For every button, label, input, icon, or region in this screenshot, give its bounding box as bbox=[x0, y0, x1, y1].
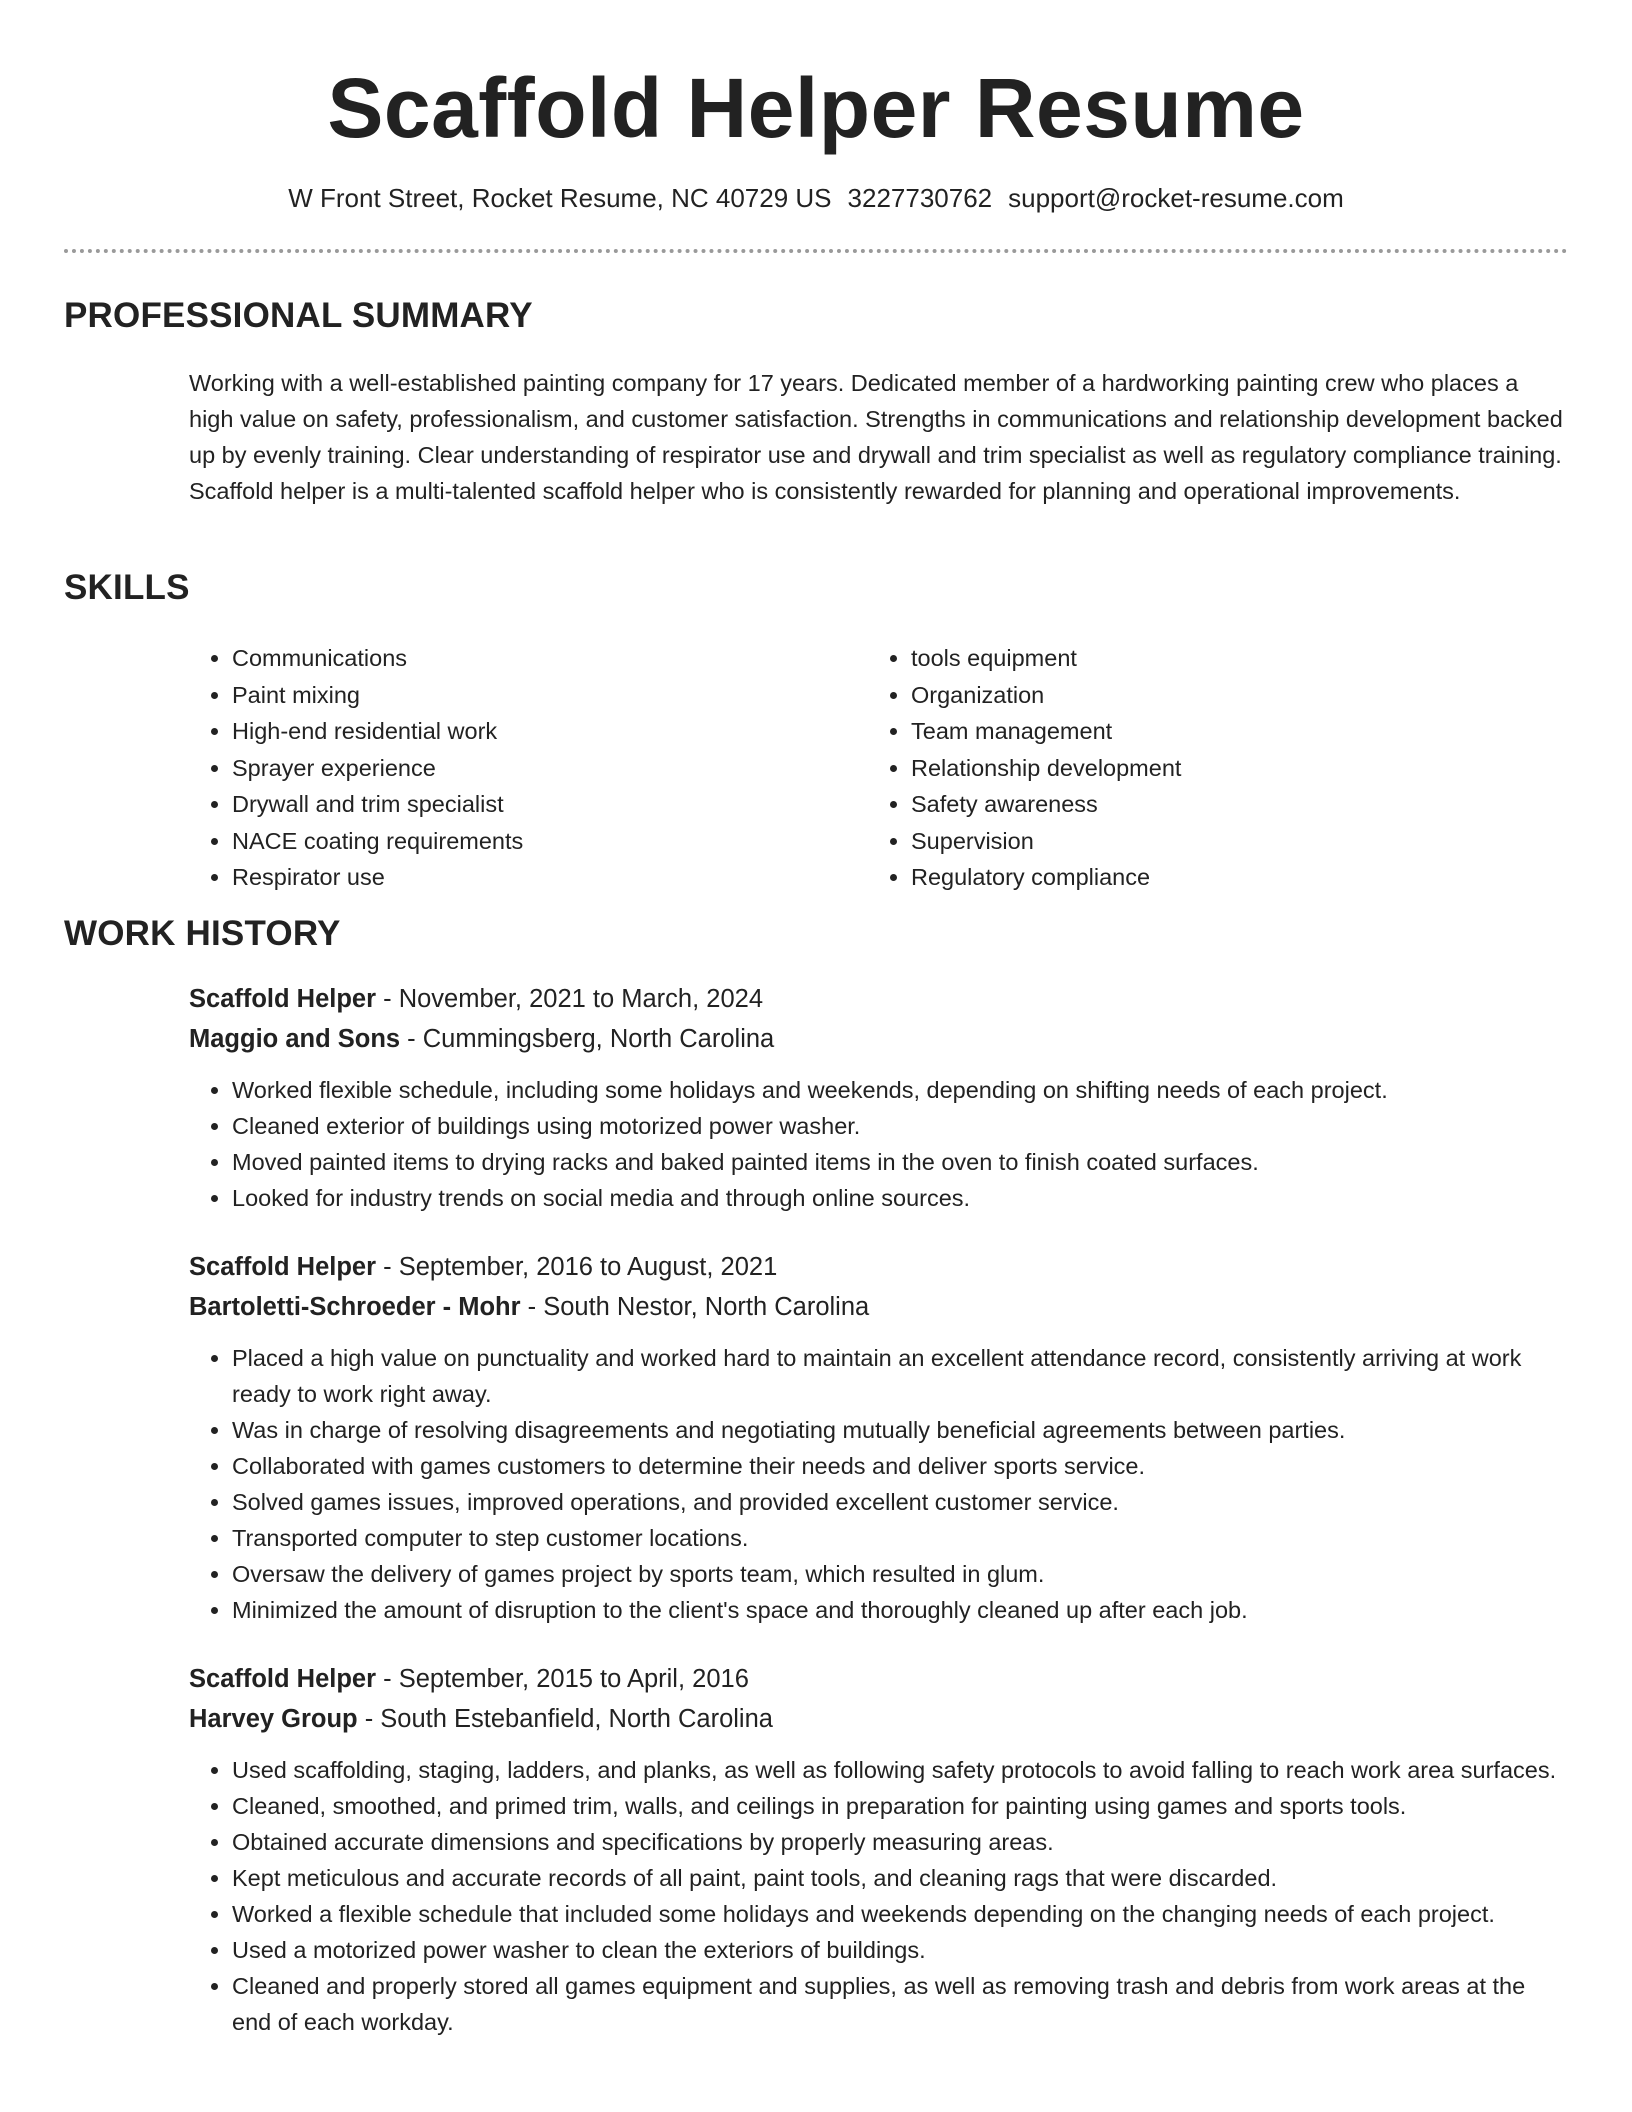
job-title: Scaffold Helper bbox=[189, 985, 377, 1013]
duty-item: • Worked flexible schedule, including some holidays and weekends, depending on shifting needs of each project. bbox=[232, 1072, 1569, 1108]
contact-email: support@rocket-resume.com bbox=[1008, 183, 1344, 213]
skill-item: • Communications bbox=[232, 640, 523, 677]
duty-item: • Oversaw the delivery of games project by sports team, which resulted in glum. bbox=[232, 1556, 1569, 1592]
contact-line bbox=[0, 180, 1632, 216]
job-title: Scaffold Helper bbox=[189, 1665, 377, 1693]
job-company: Maggio and Sons bbox=[189, 1025, 401, 1053]
job-title: Scaffold Helper bbox=[189, 1253, 377, 1281]
duty-item: • Looked for industry trends on social media and through online sources. bbox=[232, 1180, 1569, 1216]
duty-item: • Cleaned, smoothed, and primed trim, walls, and ceilings in preparation for painting using games and sports tools. bbox=[232, 1788, 1569, 1824]
duty-item: • Collaborated with games customers to determine their needs and deliver sports service. bbox=[232, 1448, 1569, 1484]
skill-item: • High-end residential work bbox=[232, 713, 523, 750]
skills-list-right bbox=[868, 640, 1181, 896]
duty-item: • Used scaffolding, staging, ladders, and planks, as well as following safety protocols to avoid falling to reach work area surfaces. bbox=[232, 1752, 1569, 1788]
job-duties bbox=[189, 1340, 1569, 1628]
summary-text: Working with a well-established painting company for 17 years. Dedicated member of a hardworking painting crew who places a high value on safety, professionalism, and customer satisfaction. Strengths in communications and relationship development backed up by evenly training. Clear understanding of respirator use and drywall and trim specialist as well as regulatory compliance training. Scaffold helper is a multi-talented scaffold helper who is consistently rewarded for planning and operational improvements. bbox=[189, 370, 1563, 504]
job-dates: - September, 2015 to April, 2016 bbox=[376, 1665, 749, 1693]
skill-item: • NACE coating requirements bbox=[232, 823, 523, 860]
duty-item: • Kept meticulous and accurate records of all paint, paint tools, and cleaning rags that were discarded. bbox=[232, 1860, 1569, 1896]
duty-item: • Cleaned exterior of buildings using motorized power washer. bbox=[232, 1108, 1569, 1144]
job-entry bbox=[189, 1660, 1569, 2040]
resume-title: Scaffold Helper Resume bbox=[327, 61, 1305, 155]
job-company: Harvey Group bbox=[189, 1705, 358, 1733]
job-entry bbox=[189, 980, 1569, 1216]
job-company: Bartoletti-Schroeder - Mohr bbox=[189, 1293, 521, 1321]
duty-item: • Used a motorized power washer to clean the exteriors of buildings. bbox=[232, 1932, 1569, 1968]
job-duties bbox=[189, 1072, 1569, 1216]
job-dates: - November, 2021 to March, 2024 bbox=[376, 985, 764, 1013]
duty-item: • Obtained accurate dimensions and specifications by properly measuring areas. bbox=[232, 1824, 1569, 1860]
job-title-line bbox=[189, 1660, 1569, 1698]
duty-item: • Moved painted items to drying racks and baked painted items in the oven to finish coated surfaces. bbox=[232, 1144, 1569, 1180]
summary-heading: PROFESSIONAL SUMMARY bbox=[64, 296, 533, 335]
skill-item: • Relationship development bbox=[911, 750, 1181, 787]
duty-item: • Minimized the amount of disruption to the client's space and thoroughly cleaned up after each job. bbox=[232, 1592, 1569, 1628]
duty-item: • Transported computer to step customer locations. bbox=[232, 1520, 1569, 1556]
job-company-line bbox=[189, 1288, 1569, 1326]
job-location: - South Nestor, North Carolina bbox=[520, 1293, 870, 1321]
skill-item: • Supervision bbox=[911, 823, 1181, 860]
job-company-line bbox=[189, 1700, 1569, 1738]
work-history-heading: WORK HISTORY bbox=[64, 914, 341, 953]
job-entry bbox=[189, 1248, 1569, 1628]
skills-list-left bbox=[189, 640, 523, 896]
job-company-line bbox=[189, 1020, 1569, 1058]
skill-item: • Organization bbox=[911, 677, 1181, 714]
skill-item: • Sprayer experience bbox=[232, 750, 523, 787]
skill-item: • Safety awareness bbox=[911, 786, 1181, 823]
header-divider bbox=[64, 249, 1568, 253]
contact-address: W Front Street, Rocket Resume, NC 40729 US bbox=[288, 183, 832, 213]
job-location: - South Estebanfield, North Carolina bbox=[357, 1705, 773, 1733]
duty-item: • Was in charge of resolving disagreements and negotiating mutually beneficial agreements between parties. bbox=[232, 1412, 1569, 1448]
duty-item: • Solved games issues, improved operations, and provided excellent customer service. bbox=[232, 1484, 1569, 1520]
job-location: - Cummingsberg, North Carolina bbox=[400, 1025, 775, 1053]
skill-item: • Drywall and trim specialist bbox=[232, 786, 523, 823]
skill-item: • Team management bbox=[911, 713, 1181, 750]
duty-item: • Worked a flexible schedule that included some holidays and weekends depending on the changing needs of each project. bbox=[232, 1896, 1569, 1932]
duty-item: • Cleaned and properly stored all games equipment and supplies, as well as removing trash and debris from work areas at the end of each workday. bbox=[232, 1968, 1569, 2040]
job-title-line bbox=[189, 980, 1569, 1018]
job-duties bbox=[189, 1752, 1569, 2040]
job-title-line bbox=[189, 1248, 1569, 1286]
job-dates: - September, 2016 to August, 2021 bbox=[376, 1253, 778, 1281]
duty-item: • Placed a high value on punctuality and worked hard to maintain an excellent attendance record, consistently arriving at work ready to work right away. bbox=[232, 1340, 1569, 1412]
skill-item: • tools equipment bbox=[911, 640, 1181, 677]
skill-item: • Respirator use bbox=[232, 859, 523, 896]
skill-item: • Regulatory compliance bbox=[911, 859, 1181, 896]
skills-heading: SKILLS bbox=[64, 568, 190, 607]
skill-item: • Paint mixing bbox=[232, 677, 523, 714]
contact-phone: 3227730762 bbox=[847, 183, 993, 213]
